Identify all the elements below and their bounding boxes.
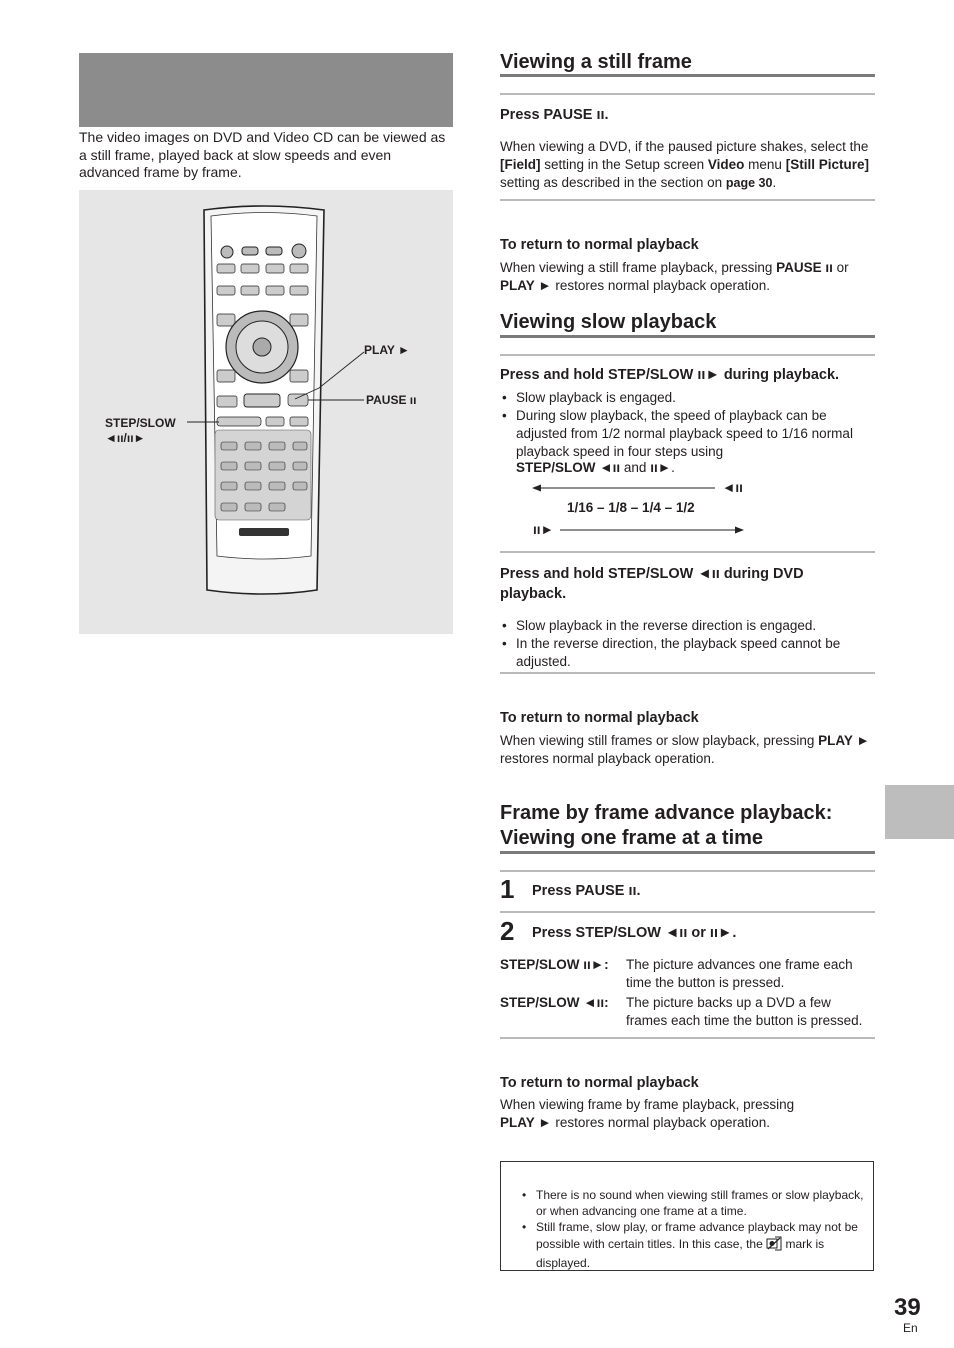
return-text-2: restores normal playback operation. [555,278,771,293]
still-body-text-1: When viewing a DVD, if the paused picture shakes, select the [500,139,869,154]
page-reference: page 30 [725,176,773,190]
return-text-2: restores normal playback operation. [555,1115,771,1130]
section-rule [500,354,875,356]
intro-text: The video images on DVD and Video CD can be viewed as a still frame, played back at slow speeds and even advanced frame by frame. [79,129,446,180]
still-body-text-4: setting as described in the section on [500,175,723,190]
step-slow-rev-key: STEP/SLOW ◄ıı [516,460,621,475]
return-text-2: restores normal playback operation. [500,751,715,766]
return-or: or [836,260,849,275]
note-text-a: Still frame, slow play, or frame advance playback may not be possible with certain titles. In this case, the [536,1220,858,1252]
definition-desc-rev: The picture backs up a DVD a few frames each time the button is pressed. [626,995,863,1028]
list-item: • In the reverse direction, the playback speed cannot be adjusted. [516,635,876,671]
note-list [521,1187,876,1271]
heading-rule [500,335,875,338]
remote-figure [79,190,453,634]
press-hold-step-slow-dvd: Press and hold STEP/SLOW ◄ıı during DVD playback. [500,566,804,602]
list-item: • Slow playback is engaged. [516,389,876,407]
return-pause-key: PAUSE ıı [776,260,833,275]
section-rule [500,672,875,674]
return-body-still [500,259,875,295]
callout-play: PLAY ► [364,343,410,357]
steps-end: . [671,460,675,475]
arrow-rev-label: ◄ıı [722,480,743,495]
video-menu: Video [707,157,745,172]
return-text-1: When viewing still frames or slow playback, pressing [500,733,815,748]
return-play-key: PLAY ► [500,278,552,293]
step-number-2: 2 [500,916,515,946]
callout-step-slow-line1: STEP/SLOW [105,416,176,430]
list-item: • During slow playback, the speed of playback can be adjusted from 1/2 normal playback speed to 1/16 normal playback speed in four steps using [516,407,876,461]
list-item [536,1219,876,1271]
definition-desc-fwd: The picture advances one frame each time the button is pressed. [626,957,853,990]
section-rule [500,911,875,913]
heading-rule [500,74,875,77]
heading-still-frame: Viewing a still frame [500,51,692,73]
press-pause-instruction: Press PAUSE ıı. [500,107,609,123]
step-2-text: Press STEP/SLOW ◄ıı or ıı►. [532,925,737,941]
heading-rule [500,851,875,854]
section-rule [500,870,875,872]
callout-step-slow-line2: ◄ıı/ıı► [105,431,146,445]
note-box [500,1161,874,1271]
step-slow-fwd-key: ıı► [650,460,672,475]
callout-pause: PAUSE ıı [366,393,417,407]
heading-frame-line2: Viewing one frame at a time [500,827,764,849]
slow-dvd-bullets [501,617,876,671]
still-body-period: . [772,175,777,190]
press-hold-step-slow: Press and hold STEP/SLOW ıı► during playback. [500,367,840,383]
steps-keys-line [516,459,675,477]
definition-term-fwd: STEP/SLOW ıı►: [500,957,609,972]
still-body [500,138,875,192]
page-number: 39 [894,1294,921,1321]
return-body-slow [500,732,875,768]
heading-slow-playback: Viewing slow playback [500,311,717,333]
field-setting: [Field] [500,157,541,172]
return-title-frame: To return to normal playback [500,1075,699,1091]
chapter-side-tab [885,785,954,839]
note-text-b: mark is displayed. [536,1237,825,1270]
return-play-key: PLAY ► [500,1115,552,1130]
step-1-text: Press PAUSE ıı. [532,883,641,899]
heading-frame-advance [500,801,832,851]
section-rule [500,551,875,553]
list-item: • Slow playback in the reverse direction is engaged. [516,617,876,635]
remote-control-illustration [79,190,453,634]
return-text-1: When viewing a still frame playback, pressing [500,260,773,275]
list-item: • There is no sound when viewing still frames or slow playback, or when advancing one frame at a time. [536,1187,876,1219]
return-title-still: To return to normal playback [500,237,699,253]
step-number-1: 1 [500,874,515,904]
still-body-text-3: menu [748,157,782,172]
return-body-frame [500,1096,810,1132]
section-rule [500,1037,875,1039]
definition-term-rev: STEP/SLOW ◄ıı: [500,995,609,1010]
arrow-fwd-label: ıı► [533,522,554,537]
speed-steps: 1/16 – 1/8 – 1/4 – 1/2 [567,500,695,515]
heading-frame-line1: Frame by frame advance playback: [500,802,833,824]
return-title-slow: To return to normal playback [500,710,699,726]
callout-step-slow [105,416,176,446]
prohibited-mark-icon [766,1235,782,1255]
return-play-key: PLAY ► [818,733,870,748]
slow-bullets [501,389,876,461]
section-rule [500,199,875,201]
return-text-1: When viewing frame by frame playback, pressing [500,1097,795,1112]
section-rule [500,93,875,95]
still-picture-setting: [Still Picture] [785,157,869,172]
section-header-box [79,53,453,127]
steps-and: and [623,460,647,475]
language-label: En [903,1321,918,1335]
still-body-text-2: setting in the Setup screen [544,157,705,172]
